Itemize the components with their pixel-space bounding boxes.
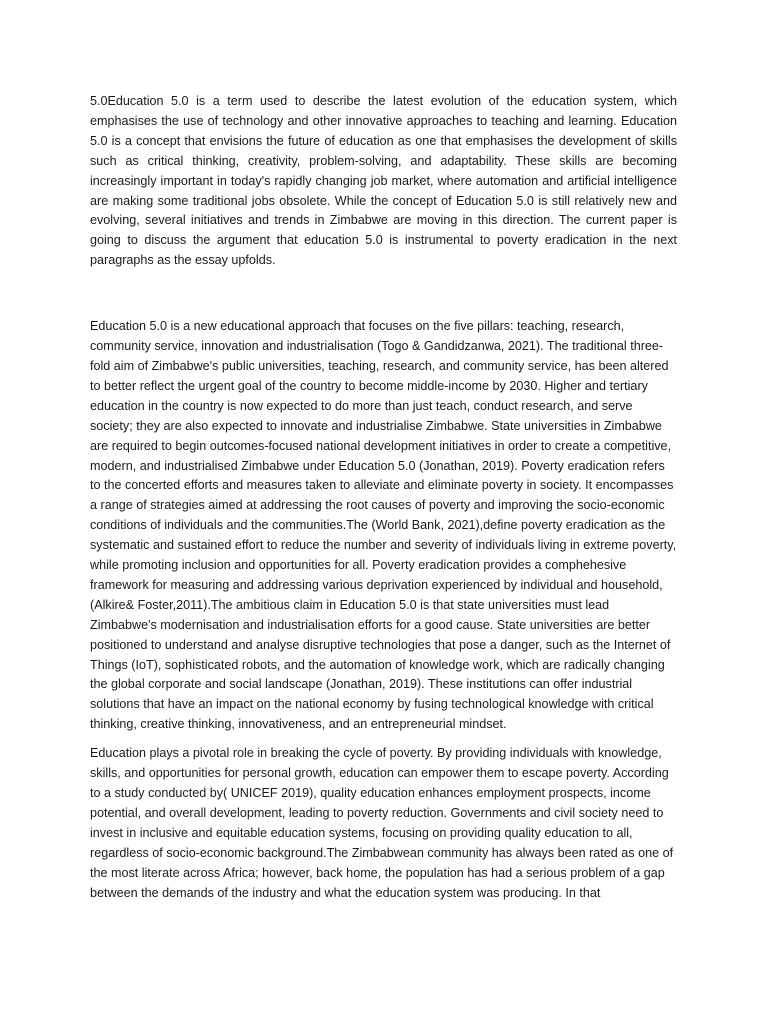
paragraph-education-and-poverty: Education plays a pivotal role in breaking the cycle of poverty. By providing individuals with knowledge, skills, and opportunities for personal growth, education can empower them to escape poverty. According to a study conducted by( UNICEF 2019), quality education enhances employment prospects, income potential, and overall development, leading to poverty reduction. Governments and civil society need to invest in inclusive and equitable education systems, focusing on providing quality education to all, regardless of socio-economic background.The Zimbabwean community has always been rated as one of the most literate across Africa; however, back home, the population has had a serious problem of a gap between the demands of the industry and what the education system was producing. In that [90, 746, 674, 900]
document-page [90, 92, 677, 903]
paragraph-education-5-0-pillars: Education 5.0 is a new educational approach that focuses on the five pillars: teaching, research, community service, innovation and industrialisation (Togo & Gandidzanwa, 2021). The traditional three-fold aim of Zimbabwe's public universities, teaching, research, and community service, has been altered to better reflect the urgent goal of the country to become middle-income by 2030. Higher and tertiary education in the country is now expected to do more than just teach, conduct research, and serve society; they are also expected to innovate and industrialise Zimbabwe. State universities in Zimbabwe are required to begin outcomes-focused national development initiatives in order to create a competitive, modern, and industrialised Zimbabwe under Education 5.0 (Jonathan, 2019). Poverty eradication refers to the concerted efforts and measures taken to alleviate and eliminate poverty in society. It encompasses a range of strategies aimed at addressing the root causes of poverty and improving the socio-economic conditions of individuals and the communities.The (World Bank, 2021),define poverty eradication as the systematic and sustained effort to reduce the number and severity of individuals living in extreme poverty, while promoting inclusion and opportunities for all. Poverty eradication provides a comphehesive framework for measuring and addressing various deprivation experienced by individual and household,(Alkire& Foster,2011).The ambitious claim in Education 5.0 is that state universities must lead Zimbabwe's modernisation and industrialisation efforts for a good cause. State universities are better positioned to understand and analyse disruptive technologies that pose a danger, such as the Internet of Things (IoT), sophisticated robots, and the automation of knowledge work, which are radically changing the global corporate and social landscape (Jonathan, 2019). These institutions can offer industrial solutions that have an impact on the national economy by fusing technological knowledge with critical thinking, creative thinking, innovativeness, and an entrepreneurial mindset. [90, 319, 677, 732]
paragraph-introduction: 5.0Education 5.0 is a term used to describe the latest evolution of the education system, which emphasises the use of technology and other innovative approaches to teaching and learning. Education 5.0 is a concept that envisions the future of education as one that emphasises the development of skills such as critical thinking, creativity, problem-solving, and adaptability. These skills are becoming increasingly important in today's rapidly changing job market, where automation and artificial intelligence are making some traditional jobs obsolete. While the concept of Education 5.0 is still relatively new and evolving, several initiatives and trends in Zimbabwe are moving in this direction. The current paper is going to discuss the argument that education 5.0 is instrumental to poverty eradication in the next paragraphs as the essay upfolds. [90, 94, 677, 268]
paragraph-spacer [90, 735, 677, 744]
paragraph-spacer [90, 271, 677, 317]
